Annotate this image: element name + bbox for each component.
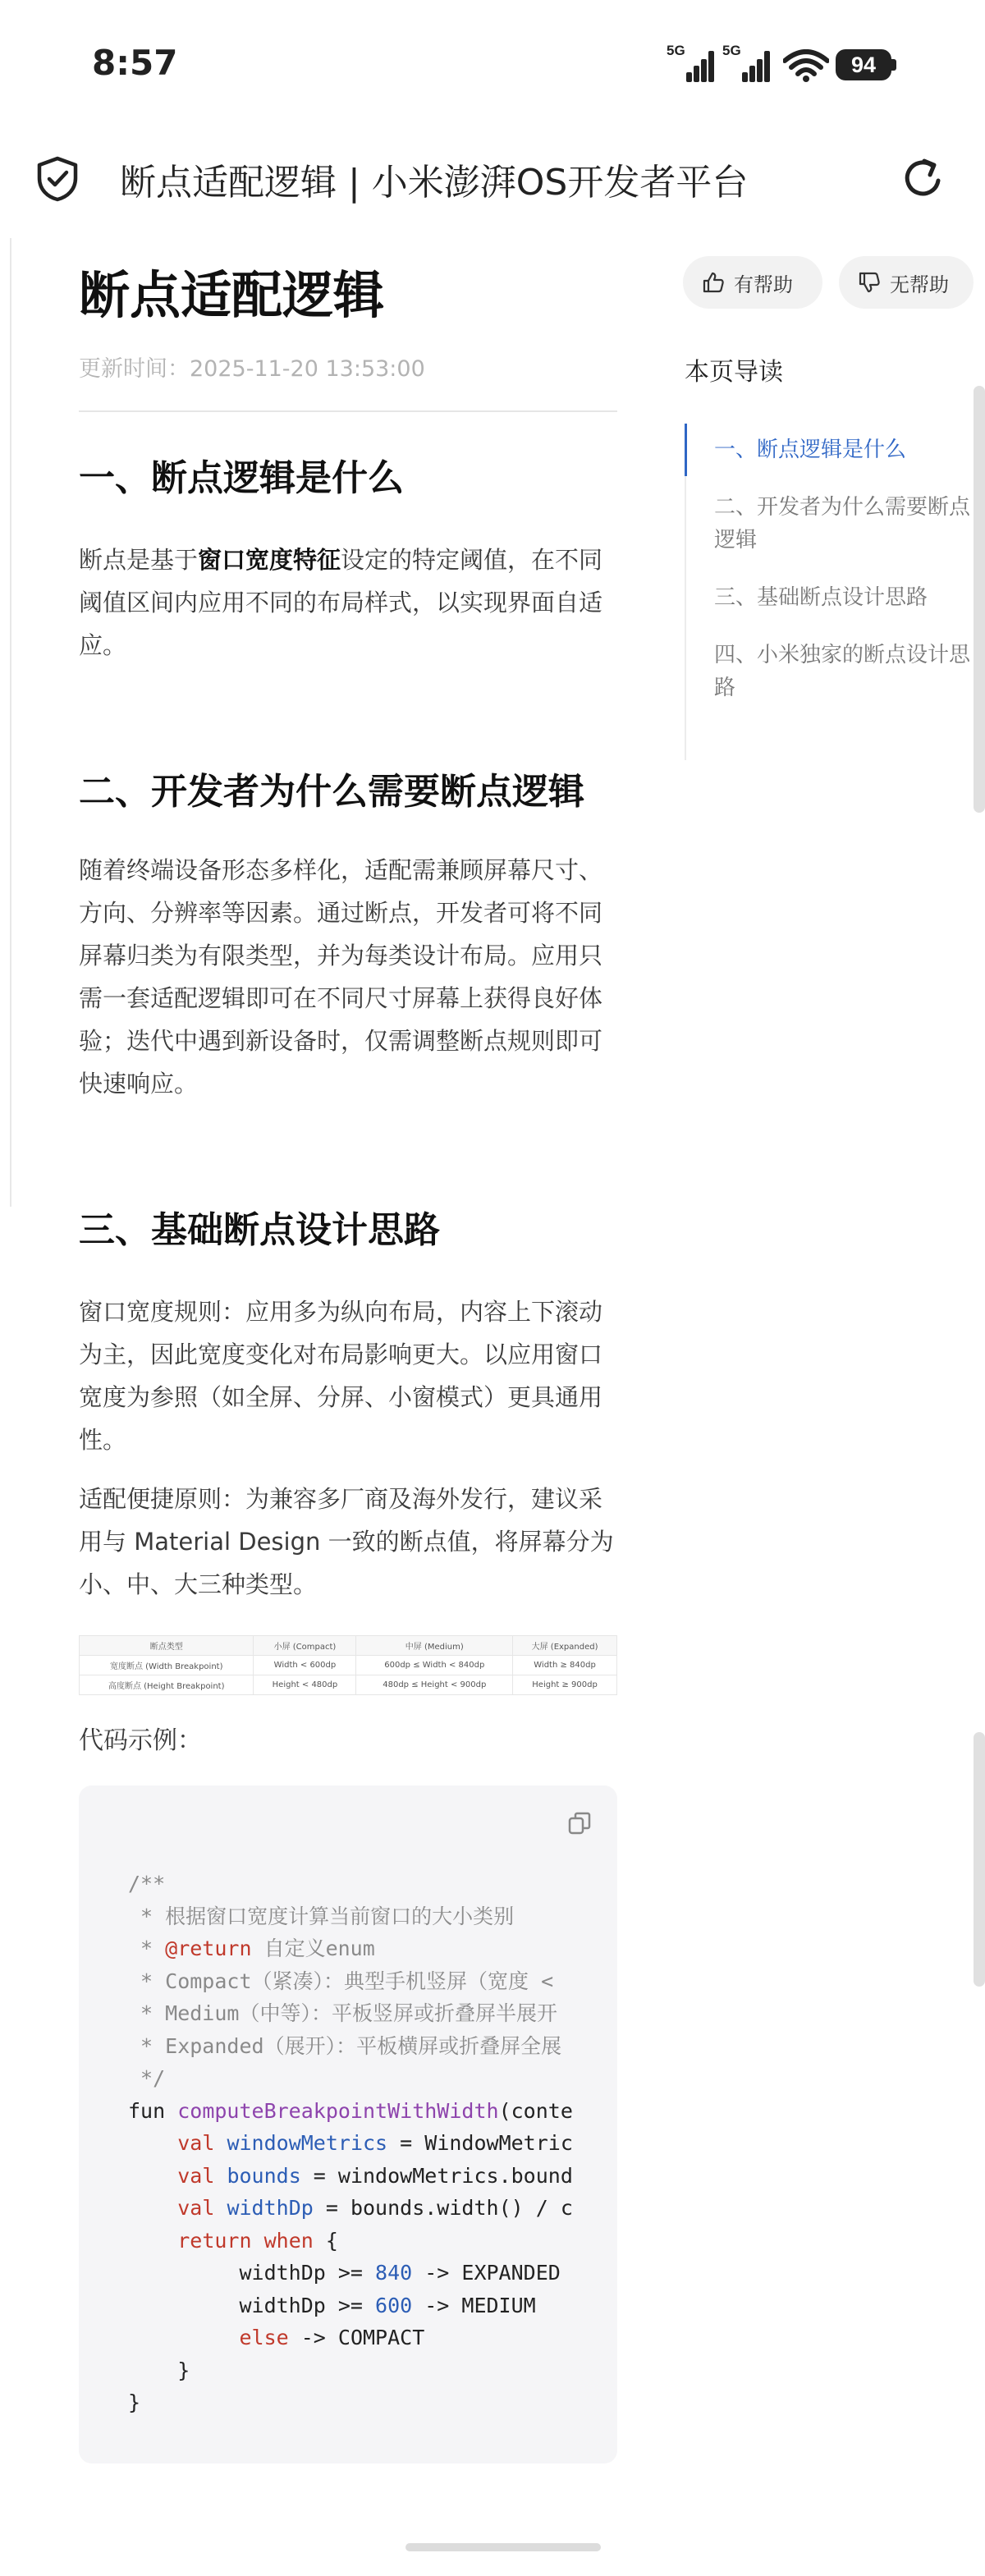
unhelpful-label: 无帮助 — [890, 273, 949, 296]
refresh-icon[interactable] — [900, 154, 947, 202]
title-divider — [79, 410, 617, 412]
browser-top-bar — [0, 131, 985, 222]
thumbs-up-icon — [701, 270, 726, 295]
table-cell: Height < 480dp — [254, 1675, 356, 1695]
section-2-paragraph: 随着终端设备形态多样化，适配需兼顾屏幕尺寸、方向、分辨率等因素。通过断点，开发者可将不同屏幕归类为有限类型，并为每类设计布局。应用只需一套适配逻辑即可在不同尺寸屏幕上获得良好体验；迭代中遇到新设备时，仅需调整断点规则即可快速响应。 — [79, 856, 603, 1098]
status-time: 8:57 — [92, 43, 178, 83]
code-line: } — [177, 2358, 190, 2382]
section-2-heading: 二、开发者为什么需要断点逻辑 — [79, 771, 584, 813]
toc-item-4[interactable]: 四、小米独家的断点设计思路 — [714, 643, 971, 700]
code-line: else -> COMPACT — [239, 2326, 425, 2349]
signal-2-icon: 5G — [722, 44, 768, 82]
section-3-heading: 三、基础断点设计思路 — [79, 1209, 440, 1251]
article — [79, 254, 617, 2464]
table-cell: Height ≥ 900dp — [513, 1675, 617, 1695]
shield-check-icon[interactable] — [36, 156, 79, 202]
battery-indicator: 94 — [836, 49, 891, 80]
table-header-cell: 中屏 (Medium) — [356, 1636, 513, 1656]
battery-tip — [891, 59, 896, 71]
code-line: widthDp >= 840 -> EXPANDED — [239, 2261, 561, 2285]
section-3-paragraph-2: 适配便捷原则：为兼容多厂商及海外发行，建议采用与 Material Design 一致的断点值，将屏幕分为小、中、大三种类型。 — [79, 1485, 614, 1598]
table-header-cell: 大屏 (Expanded) — [513, 1636, 617, 1656]
section-1-heading: 一、断点逻辑是什么 — [79, 457, 404, 499]
code-line: * Compact（紧凑）：典型手机竖屏（宽度 < — [128, 1969, 554, 1993]
unhelpful-button[interactable] — [839, 256, 974, 309]
copy-icon[interactable] — [566, 1810, 593, 1836]
sidebar-scrollbar[interactable] — [974, 386, 985, 813]
toc-item-1[interactable]: 一、断点逻辑是什么 — [714, 438, 907, 462]
bold-term: 窗口宽度特征 — [198, 546, 341, 574]
table-header-cell: 断点类型 — [80, 1636, 254, 1656]
toc-active-marker — [685, 424, 687, 476]
table-cell: 600dp ≤ Width < 840dp — [356, 1656, 513, 1675]
code-line: val bounds = windowMetrics.bound — [177, 2163, 573, 2188]
table-row — [80, 1656, 617, 1675]
section-1-paragraph: 断点是基于窗口宽度特征设定的特定阈值，在不同阈值区间内应用不同的布局样式，以实现界面自适应。 — [79, 546, 603, 659]
table-cell: 宽度断点 (Width Breakpoint) — [80, 1656, 254, 1675]
code-line: * Expanded（展开）：平板横屏或折叠屏全展 — [128, 2033, 562, 2058]
code-line: * @return 自定义enum — [128, 1937, 375, 1960]
breakpoint-table — [79, 1635, 617, 1695]
code-line: val windowMetrics = WindowMetric — [177, 2131, 573, 2155]
helpful-button[interactable] — [683, 256, 822, 309]
code-line: * 根据窗口宽度计算当前窗口的大小类别 — [128, 1904, 515, 1928]
code-line: * Medium（中等）：平板竖屏或折叠屏半展开 — [128, 2001, 557, 2025]
code-block — [79, 1785, 617, 2464]
page-top-title: 断点适配逻辑 | 小米澎湃OS开发者平台 — [120, 162, 749, 204]
code-line: */ — [128, 2066, 166, 2090]
table-cell: Width ≥ 840dp — [513, 1656, 617, 1675]
toc-item-2[interactable]: 二、开发者为什么需要断点逻辑 — [714, 495, 971, 552]
status-bar — [0, 0, 985, 123]
code-line: /** — [128, 1872, 166, 1895]
code-line: return when { — [177, 2228, 338, 2253]
table-cell: 高度断点 (Height Breakpoint) — [80, 1675, 254, 1695]
table-header-cell: 小屏 (Compact) — [254, 1636, 356, 1656]
thumbs-down-icon — [857, 270, 882, 295]
table-row — [80, 1675, 617, 1695]
signal-1-icon: 5G — [667, 44, 712, 82]
wifi-icon — [783, 49, 829, 82]
helpful-label: 有帮助 — [734, 273, 793, 296]
toc-item-3[interactable]: 三、基础断点设计思路 — [714, 585, 928, 610]
code-line: } — [128, 2390, 141, 2414]
code-text — [128, 1868, 573, 2419]
code-line: fun computeBreakpointWithWidth(conte — [128, 2098, 573, 2123]
left-rule — [10, 238, 11, 1207]
table-cell: 480dp ≤ Height < 900dp — [356, 1675, 513, 1695]
code-example-label: 代码示例： — [79, 1726, 202, 1755]
toc-nav — [685, 424, 980, 760]
toc-title: 本页导读 — [685, 358, 783, 387]
table-header-row — [80, 1636, 617, 1656]
section-3-paragraph-1: 窗口宽度规则：应用多为纵向布局，内容上下滚动为主，因此宽度变化对布局影响更大。以应用窗口宽度为参照（如全屏、分屏、小窗模式）更具通用性。 — [79, 1298, 603, 1454]
home-indicator[interactable] — [405, 2543, 601, 2551]
updated-time: 更新时间：2025-11-20 13:53:00 — [79, 356, 425, 382]
code-line: val widthDp = bounds.width() / c — [177, 2196, 573, 2220]
article-title: 断点适配逻辑 — [79, 265, 385, 325]
page-scrollbar[interactable] — [974, 1732, 985, 1987]
table-cell: Width < 600dp — [254, 1656, 356, 1675]
code-line: widthDp >= 600 -> MEDIUM — [239, 2293, 536, 2317]
